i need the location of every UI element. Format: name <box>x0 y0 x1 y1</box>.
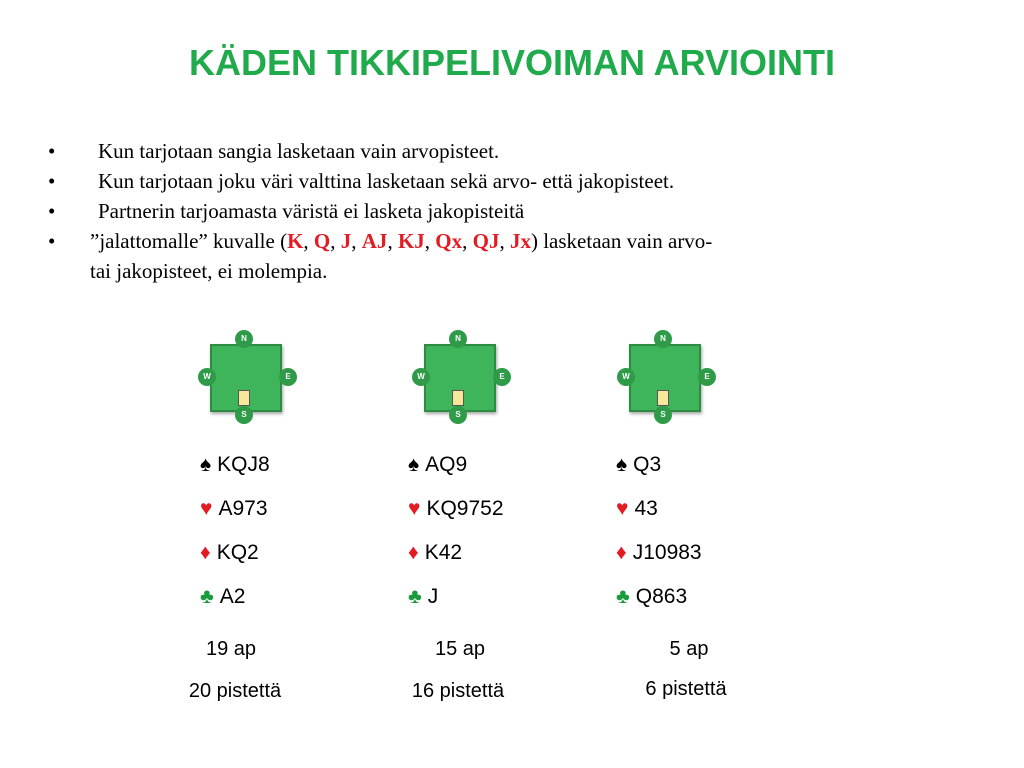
hcp-total-2: 15 ap <box>434 638 486 660</box>
clubs-cards: Q863 <box>635 585 688 608</box>
heart-icon: ♥ <box>616 497 629 520</box>
bullet-text: ”jalattomalle” kuvalle ( <box>90 229 288 253</box>
bullet-text: Kun tarjotaan joku väri valttina lasketaan sekä arvo- että jakopisteet. <box>98 169 675 193</box>
east-label: E <box>493 368 511 386</box>
bullet-text: Kun tarjotaan sangia lasketaan vain arvopisteet. <box>98 139 500 163</box>
west-label: W <box>617 368 635 386</box>
separator: , <box>424 229 436 253</box>
clubs-row <box>408 585 504 629</box>
card-icon <box>452 390 464 406</box>
spade-icon: ♠ <box>616 453 628 476</box>
west-label: W <box>198 368 216 386</box>
honor-j: J <box>340 229 352 253</box>
clubs-cards: A2 <box>219 585 246 608</box>
diamonds-cards: K42 <box>424 541 463 564</box>
page-title: KÄDEN TIKKIPELIVOIMAN ARVIOINTI <box>188 42 836 83</box>
diamond-icon: ♦ <box>200 541 211 564</box>
spade-icon: ♠ <box>408 453 420 476</box>
club-icon: ♣ <box>408 585 422 608</box>
bullet-item <box>48 166 988 196</box>
table-diagram <box>612 330 722 430</box>
bullet-mark: • <box>48 229 56 253</box>
bullet-text: Partnerin tarjoamasta väristä ei lasketa jakopisteitä <box>98 199 525 223</box>
south-label: S <box>654 406 672 424</box>
diamond-icon: ♦ <box>616 541 627 564</box>
diamonds-cards: J10983 <box>632 541 702 564</box>
hearts-cards: KQ9752 <box>426 497 504 520</box>
table-diagram <box>407 330 517 430</box>
table-diagram <box>193 330 303 430</box>
clubs-cards: J <box>427 585 439 608</box>
heart-icon: ♥ <box>408 497 421 520</box>
honor-q: Q <box>313 229 331 253</box>
honor-qx: Qx <box>435 229 463 253</box>
diamonds-row <box>616 541 702 585</box>
bullet-mark: • <box>48 169 56 193</box>
points-total-3: 6 pistettä <box>645 678 727 700</box>
honor-jx: Jx <box>509 229 531 253</box>
bullet-item <box>48 196 988 226</box>
bullet-list <box>48 136 988 286</box>
diamonds-cards: KQ2 <box>216 541 259 564</box>
card-icon <box>657 390 669 406</box>
hearts-cards: 43 <box>634 497 658 520</box>
hcp-total-1: 19 ap <box>205 638 257 660</box>
points-total-1: 20 pistettä <box>188 680 282 702</box>
north-label: N <box>654 330 672 348</box>
hearts-row <box>616 497 702 541</box>
east-label: E <box>279 368 297 386</box>
clubs-row <box>616 585 702 629</box>
club-icon: ♣ <box>200 585 214 608</box>
hearts-cards: A973 <box>218 497 268 520</box>
separator: , <box>387 229 398 253</box>
separator: , <box>351 229 362 253</box>
diamond-icon: ♦ <box>408 541 419 564</box>
bullet-item <box>48 226 988 286</box>
bullet-text-suffix: ) lasketaan vain arvo- <box>530 229 713 253</box>
honor-k: K <box>287 229 304 253</box>
hand-1 <box>200 453 270 629</box>
spades-row <box>200 453 270 497</box>
spades-cards: Q3 <box>633 453 662 476</box>
east-label: E <box>698 368 716 386</box>
points-total-2: 16 pistettä <box>411 680 505 702</box>
heart-icon: ♥ <box>200 497 213 520</box>
bullet-mark: • <box>48 139 56 163</box>
card-icon <box>238 390 250 406</box>
bullet-item <box>48 136 988 166</box>
club-icon: ♣ <box>616 585 630 608</box>
separator: , <box>330 229 341 253</box>
diamonds-row <box>408 541 504 585</box>
spades-cards: KQJ8 <box>217 453 270 476</box>
clubs-row <box>200 585 270 629</box>
hand-2 <box>408 453 504 629</box>
south-label: S <box>235 406 253 424</box>
bullet-mark: • <box>48 199 56 223</box>
diamonds-row <box>200 541 270 585</box>
separator: , <box>303 229 314 253</box>
separator: , <box>462 229 473 253</box>
spade-icon: ♠ <box>200 453 212 476</box>
spades-row <box>616 453 702 497</box>
spades-row <box>408 453 504 497</box>
hearts-row <box>200 497 270 541</box>
separator: , <box>499 229 510 253</box>
spades-cards: AQ9 <box>425 453 468 476</box>
south-label: S <box>449 406 467 424</box>
honor-aj: AJ <box>361 229 388 253</box>
west-label: W <box>412 368 430 386</box>
north-label: N <box>449 330 467 348</box>
north-label: N <box>235 330 253 348</box>
bullet-text-line2: tai jakopisteet, ei molempia. <box>90 259 328 283</box>
hcp-total-3: 5 ap <box>669 638 709 660</box>
hand-3 <box>616 453 702 629</box>
hearts-row <box>408 497 504 541</box>
honor-kj: KJ <box>397 229 425 253</box>
honor-qj: QJ <box>472 229 500 253</box>
